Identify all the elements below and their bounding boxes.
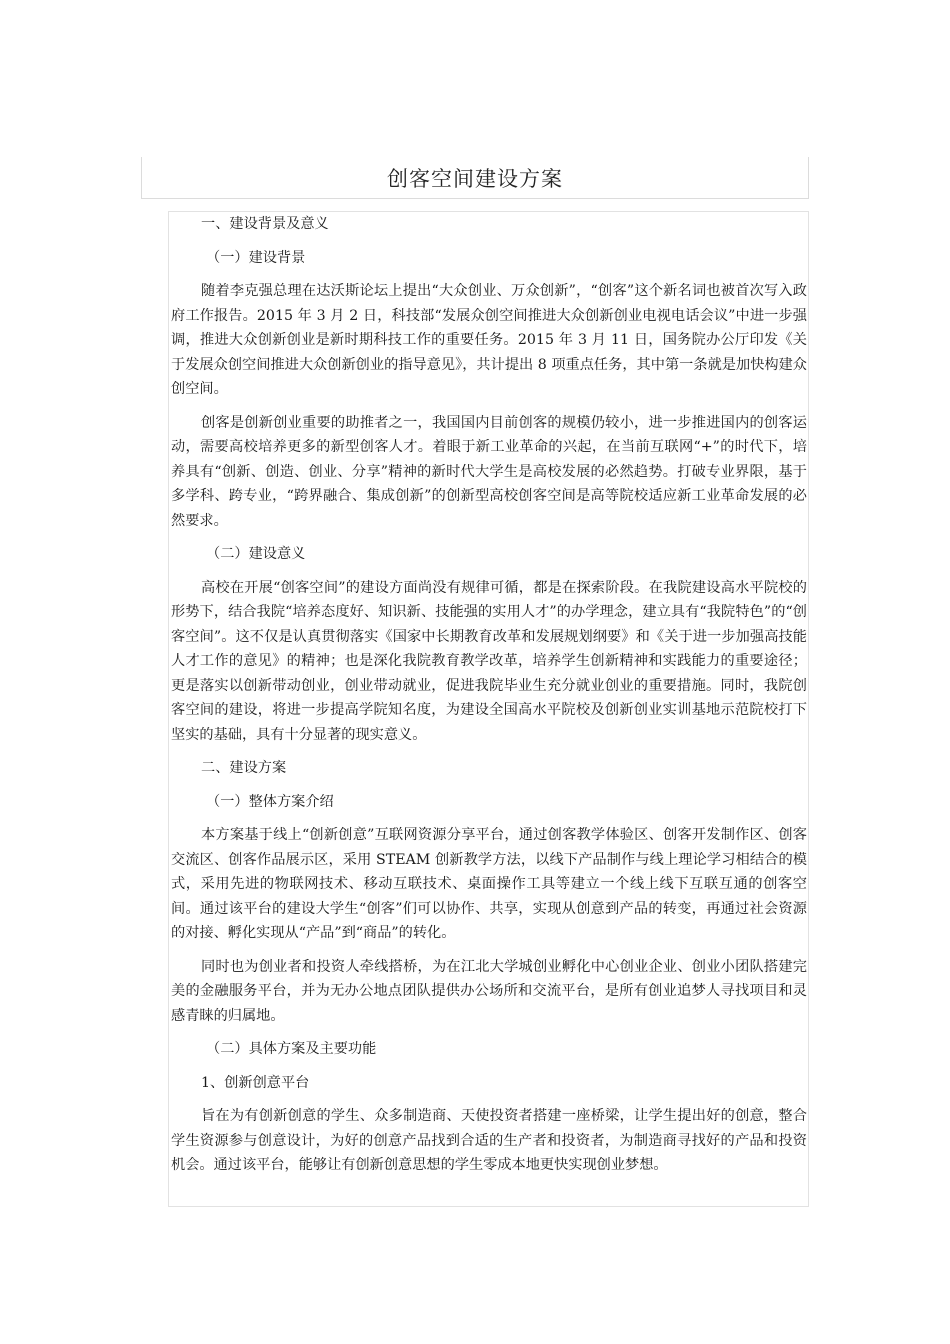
title-box	[141, 157, 809, 199]
paragraph: 本方案基于线上“创新创意”互联网资源分享平台，通过创客教学体验区、创客开发制作区、创客交流区、创客作品展示区，采用 STEAM 创新教学方法，以线下产品制作与线上理论学习相结合的模式，采用先进的物联网技术、移动互联技术、桌面操作工具等建立一个线上线下互联互通的创客空间。通过该平台的建设大学生“创客”们可以协作、共享，实现从创意到产品的转变，再通过社会资源的对接、孵化实现从“产品”到“商品”的转化。	[171, 827, 807, 941]
subsection-heading: （二）建设意义	[206, 546, 306, 562]
section-heading: 一、建设背景及意义	[201, 216, 329, 232]
paragraph: 创客是创新创业重要的助推者之一，我国国内目前创客的规模仍较小，进一步推进国内的创客运动，需要高校培养更多的新型创客人才。着眼于新工业革命的兴起，在当前互联网“+”的时代下，培养具有“创新、创造、创业、分享”精神的新时代大学生是高校发展的必然趋势。打破专业界限，基于多学科、跨专业，“跨界融合、集成创新”的创新型高校创客空间是高等院校适应新工业革命发展的必然要求。	[171, 414, 807, 529]
subsection-heading: （一）整体方案介绍	[206, 793, 334, 810]
section-heading: 二、建设方案	[201, 760, 287, 776]
subsection-heading: （一）建设背景	[206, 249, 306, 266]
document-body	[171, 212, 807, 1187]
document-title: 创客空间建设方案	[387, 167, 563, 191]
paragraph: 随着李克强总理在达沃斯论坛上提出“大众创业、万众创新”，“创客”这个新名词也被首次写入政府工作报告。2015 年 3 月 2 日，科技部“发展众创空间推进大众创新创业电视电话会议”中进一步强调，推进大众创新创业是新时期科技工作的重要任务。2015 年 3 月 11 日，国务院办公厅印发《关于发展众创空间推进大众创新创业的指导意见》，共计提出 8 项重点任务，其中第一条就是加快构建众创空间。	[171, 283, 807, 397]
item-heading: 1、创新创意平台	[201, 1074, 310, 1091]
subsection-heading: （二）具体方案及主要功能	[206, 1041, 377, 1057]
paragraph: 同时也为创业者和投资人牵线搭桥，为在江北大学城创业孵化中心创业企业、创业小团队搭建完美的金融服务平台，并为无办公地点团队提供办公场所和交流平台，是所有创业追梦人寻找项目和灵感青睐的归属地。	[171, 958, 807, 1024]
paragraph: 高校在开展“创客空间”的建设方面尚没有规律可循，都是在探索阶段。在我院建设高水平院校的形势下，结合我院“培养态度好、知识新、技能强的实用人才”的办学理念，建立具有“我院特色”的“创客空间”。这不仅是认真贯彻落实《国家中长期教育改革和发展规划纲要》和《关于进一步加强高技能人才工作的意见》的精神；也是深化我院教育教学改革，培养学生创新精神和实践能力的重要途径；更是落实以创新带动创业，创业带动就业，促进我院毕业生充分就业创业的重要措施。同时，我院创客空间的建设，将进一步提高学院知名度，为建设全国高水平院校及创新创业实训基地示范院校打下坚实的基础，具有十分显著的现实意义。	[171, 579, 807, 743]
paragraph: 旨在为有创新创意的学生、众多制造商、天使投资者搭建一座桥梁，让学生提出好的创意，整合学生资源参与创意设计，为好的创意产品找到合适的生产者和投资者，为制造商寻找好的产品和投资机会。通过该平台，能够让有创新创意思想的学生零成本地更快实现创业梦想。	[171, 1108, 807, 1173]
